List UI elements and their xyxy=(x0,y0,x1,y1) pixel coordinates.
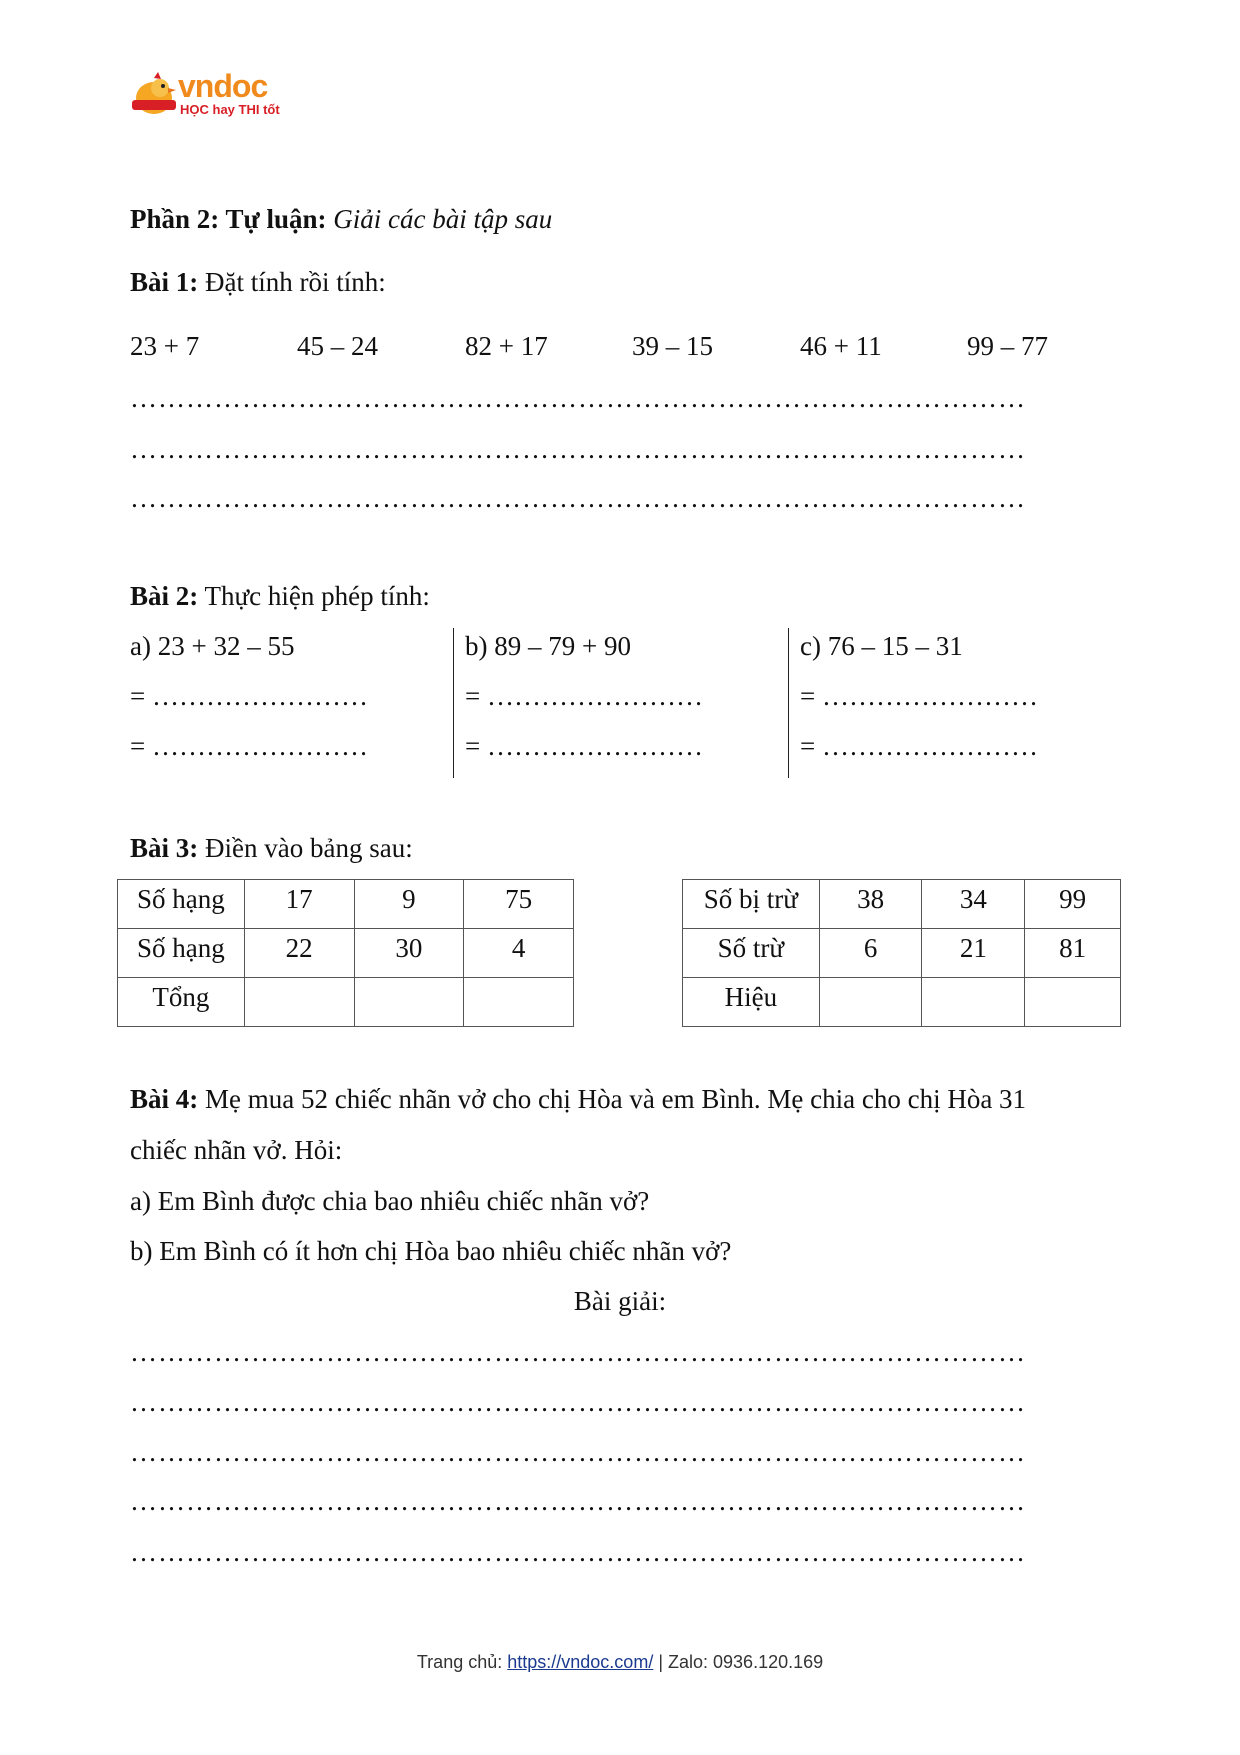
bai2-b-expr: b) 89 – 79 + 90 xyxy=(465,631,631,661)
table-row xyxy=(118,978,574,1027)
table-cell: 99 xyxy=(1025,880,1121,929)
table-row xyxy=(683,929,1121,978)
table-cell: 21 xyxy=(922,929,1025,978)
bai1-expr-5: 46 + 11 xyxy=(800,331,882,361)
bai1-text: Đặt tính rồi tính: xyxy=(205,267,386,297)
bai1-expr-6: 99 – 77 xyxy=(967,331,1048,361)
solution-line-4: …………………………………………………………………………………… xyxy=(130,1486,1026,1516)
logo-tagline: HỌC hay THI tốt xyxy=(180,102,280,117)
bai4-label: Bài 4: xyxy=(130,1084,199,1114)
bai1-answer-line-1: …………………………………………………………………………………… xyxy=(130,383,1026,413)
sum-table xyxy=(117,879,574,1027)
table-cell: 4 xyxy=(464,929,574,978)
table-cell: Số bị trừ xyxy=(683,880,820,929)
solution-line-5: …………………………………………………………………………………… xyxy=(130,1537,1026,1567)
bai2-divider-2 xyxy=(788,628,789,778)
table-row xyxy=(683,880,1121,929)
bai2-c-line2: = …………………… xyxy=(800,731,1038,761)
table-row xyxy=(683,978,1121,1027)
bai2-a-expr: a) 23 + 32 – 55 xyxy=(130,631,295,661)
solution-line-2: …………………………………………………………………………………… xyxy=(130,1387,1026,1417)
bai2-label: Bài 2: xyxy=(130,581,199,611)
table-cell: 81 xyxy=(1025,929,1121,978)
answer-cell[interactable] xyxy=(464,978,574,1027)
bai1-answer-line-3: …………………………………………………………………………………… xyxy=(130,483,1026,513)
table-cell: 22 xyxy=(244,929,354,978)
bai2-c-line1: = …………………… xyxy=(800,681,1038,711)
table-cell: 38 xyxy=(819,880,922,929)
section-subtitle: Giải các bài tập sau xyxy=(333,204,553,234)
bai1-expr-2: 45 – 24 xyxy=(297,331,378,361)
table-cell: 30 xyxy=(354,929,464,978)
bai4-line-2: chiếc nhãn vở. Hỏi: xyxy=(130,1135,343,1165)
table-row xyxy=(118,880,574,929)
table-cell: Số trừ xyxy=(683,929,820,978)
table-cell: 9 xyxy=(354,880,464,929)
solution-line-3: …………………………………………………………………………………… xyxy=(130,1437,1026,1467)
solution-line-1: …………………………………………………………………………………… xyxy=(130,1337,1026,1367)
section-title: Phần 2: Tự luận: xyxy=(130,204,327,234)
difference-table xyxy=(682,879,1121,1027)
table-cell: 75 xyxy=(464,880,574,929)
answer-cell[interactable] xyxy=(819,978,922,1027)
bai4-question-a: a) Em Bình được chia bao nhiêu chiếc nhãn vở? xyxy=(130,1186,650,1216)
bai1-expr-3: 82 + 17 xyxy=(465,331,548,361)
table-cell: Hiệu xyxy=(683,978,820,1027)
bai2-divider-1 xyxy=(453,628,454,778)
bai2-b-line2: = …………………… xyxy=(465,731,703,761)
vndoc-logo xyxy=(130,68,290,120)
bai2-a-line1: = …………………… xyxy=(130,681,368,711)
bai4-text: Mẹ mua 52 chiếc nhãn vở cho chị Hòa và em Bình. Mẹ chia cho chị Hòa 31 xyxy=(205,1084,1027,1114)
table-cell: Số hạng xyxy=(118,880,245,929)
bai3-label: Bài 3: xyxy=(130,833,199,863)
bai1-heading xyxy=(130,269,386,296)
bai3-heading xyxy=(130,835,413,862)
answer-cell[interactable] xyxy=(354,978,464,1027)
logo-brand: vndoc xyxy=(178,68,268,104)
answer-cell[interactable] xyxy=(1025,978,1121,1027)
bai3-text: Điền vào bảng sau: xyxy=(205,833,413,863)
footer-suffix: | Zalo: 0936.120.169 xyxy=(653,1652,824,1672)
bai2-c-expr: c) 76 – 15 – 31 xyxy=(800,631,963,661)
bai1-expr-1: 23 + 7 xyxy=(130,331,200,361)
mascot-icon xyxy=(130,70,178,120)
footer-link[interactable]: https://vndoc.com/ xyxy=(507,1652,654,1672)
table-cell: Tổng xyxy=(118,978,245,1027)
table-row xyxy=(118,929,574,978)
answer-cell[interactable] xyxy=(244,978,354,1027)
table-cell: 6 xyxy=(819,929,922,978)
bai4-question-b: b) Em Bình có ít hơn chị Hòa bao nhiêu chiếc nhãn vở? xyxy=(130,1236,732,1266)
bai2-heading xyxy=(130,583,430,610)
bai1-label: Bài 1: xyxy=(130,267,199,297)
footer-prefix: Trang chủ: xyxy=(416,1652,508,1672)
bai2-b-line1: = …………………… xyxy=(465,681,703,711)
section-heading xyxy=(130,206,552,233)
bai4-line-1 xyxy=(130,1086,1026,1113)
bai1-answer-line-2: …………………………………………………………………………………… xyxy=(130,434,1026,464)
table-cell: 17 xyxy=(244,880,354,929)
page-footer xyxy=(0,1652,1240,1673)
bai2-text: Thực hiện phép tính: xyxy=(204,581,430,611)
table-cell: 34 xyxy=(922,880,1025,929)
bai2-a-line2: = …………………… xyxy=(130,731,368,761)
table-cell: Số hạng xyxy=(118,929,245,978)
answer-cell[interactable] xyxy=(922,978,1025,1027)
bai1-expr-4: 39 – 15 xyxy=(632,331,713,361)
solution-label: Bài giải: xyxy=(573,1286,667,1316)
